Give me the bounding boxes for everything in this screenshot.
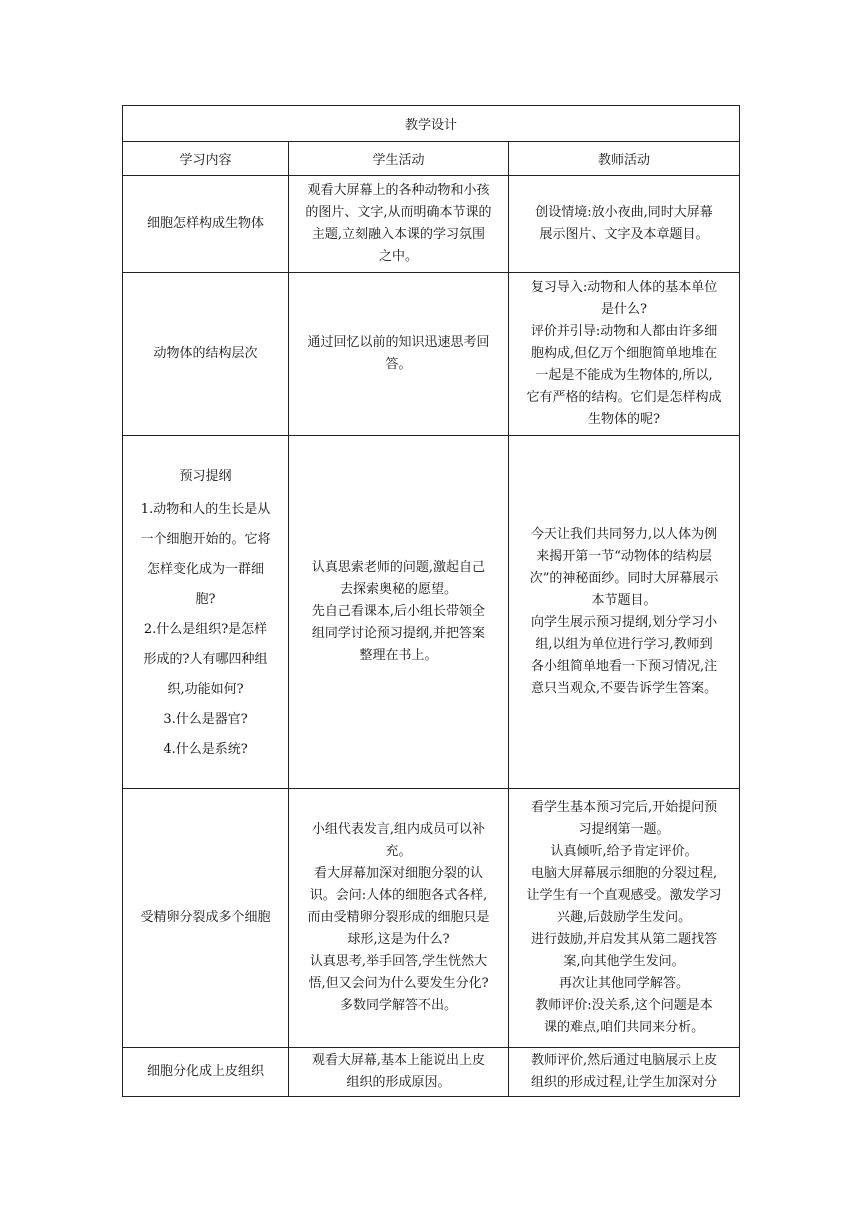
text-line: 兴趣,后鼓励学生发问。 [556,910,692,925]
text-line: 展示图片、文字及本章题目。 [539,227,709,242]
text-line: 认真思索老师的问题,激起自己 [311,560,486,575]
teacher-cell [509,273,740,436]
text-line: 是什么? [601,302,647,317]
teacher-cell [509,789,740,1048]
text-line: 看学生基本预习完后,开始提问预 [530,800,718,815]
student-cell [289,436,509,789]
text-line: 意只当观众,不要告诉学生答案。 [530,681,718,696]
header-content: 学习内容 [123,142,289,176]
text-line: 评价并引导:动物和人都由许多细 [530,324,718,339]
text-line: 小组代表发言,组内成员可以补 [311,822,486,837]
text-line: 整理在书上。 [359,648,438,663]
teacher-cell [509,436,740,789]
text-line: 向学生展示预习提纲,划分学习小 [530,615,718,630]
content-cell [123,789,289,1048]
text-line: 让学生有一个直观感受。激发学习 [526,888,722,903]
content-cell [123,176,289,273]
text-line: 的图片、文字,从而明确本节课的 [305,205,492,220]
teacher-cell [509,176,740,273]
text-line: 教师评价,然后通过电脑展示上皮 [530,1053,718,1068]
text-line: 答。 [385,357,412,372]
student-cell [289,1048,509,1097]
text-line: 次”的神秘面纱。同时大屏幕展示 [529,571,719,586]
student-cell [289,176,509,273]
text-line: 多数同学解答不出。 [339,998,457,1013]
content-cell [123,273,289,436]
text-line: 生物体的呢? [588,412,660,427]
text-line: 识。会问:人体的细胞各式各样, [309,888,488,903]
text-line: 各小组简单地看一下预习情况,注 [530,659,718,674]
text-line: 之中。 [378,249,418,264]
text-line: 织,功能如何? [167,682,244,697]
text-line: 主题,立刻融入本课的学习氛围 [311,227,486,242]
table-caption: 教学设计 [123,106,740,142]
table-row [123,176,740,273]
text-line: 预习提纲 [179,469,232,484]
text-line: 它有严格的结构。它们是怎样构成 [526,390,722,405]
text-line: 形成的?人有哪四种组 [143,652,268,667]
student-cell [289,789,509,1048]
teaching-design-table [122,105,740,1097]
text-line: 胞? [195,592,216,607]
text-line: 2.什么是组织?是怎样 [143,622,268,637]
text-line: 组同学讨论预习提纲,并把答案 [311,626,486,641]
text-line: 组,以组为单位进行学习,教师到 [535,637,713,652]
text-line: 细胞怎样构成生物体 [146,216,264,231]
text-line: 课的难点,咱们共同来分析。 [543,1020,705,1035]
content-cell [123,1048,289,1097]
text-line: 组织的形成过程,让学生加深对分 [530,1075,718,1090]
caption-row [123,106,740,142]
text-line: 组织的形成原因。 [346,1075,451,1090]
text-line: 动物体的结构层次 [153,346,258,361]
text-line: 教师评价:没关系,这个问题是本 [535,998,713,1013]
text-line: 习提纲第一题。 [578,822,670,837]
text-line: 创设情境:放小夜曲,同时大屏幕 [535,205,713,220]
text-line: 1.动物和人的生长是从 [140,502,271,517]
text-line: 今天让我们共同努力,以人体为例 [530,527,718,542]
text-line: 复习导入:动物和人体的基本单位 [530,280,718,295]
text-line: 怎样变化成为一群细 [146,562,264,577]
text-line: 观看大屏幕,基本上能说出上皮 [311,1053,486,1068]
text-line: 本节题目。 [591,593,657,608]
table-row [123,273,740,436]
table-row [123,1048,740,1097]
text-line: 进行鼓励,并启发其从第二题找答 [530,932,718,947]
text-line: 来揭开第一节“动物体的结构层 [536,549,712,564]
text-line: 电脑大屏幕展示细胞的分裂过程, [530,866,718,881]
text-line: 3.什么是器官? [163,712,248,727]
header-row [123,142,740,176]
text-line: 观看大屏幕上的各种动物和小孩 [307,183,490,198]
student-cell [289,273,509,436]
text-line: 去探索奥秘的愿望。 [339,582,457,597]
text-line: 细胞分化成上皮组织 [146,1064,264,1079]
text-line: 球形,这是为什么? [347,932,450,947]
teacher-cell [509,1048,740,1097]
text-line: 胞构成,但亿万个细胞简单地堆在 [530,346,718,361]
text-line: 案,向其他学生发问。 [563,954,685,969]
text-line: 受精卵分裂成多个细胞 [140,910,271,925]
table-row [123,789,740,1048]
header-teacher: 教师活动 [509,142,740,176]
text-line: 而由受精卵分裂形成的细胞只是 [307,910,490,925]
text-line: 认真思考,举手回答,学生恍然大 [309,954,488,969]
content-cell [123,436,289,789]
text-line: 4.什么是系统? [163,742,248,757]
text-line: 通过回忆以前的知识迅速思考回 [307,335,490,350]
header-student: 学生活动 [289,142,509,176]
text-line: 先自己看课本,后小组长带领全 [311,604,486,619]
text-line: 认真倾听,给予肯定评价。 [550,844,698,859]
text-line: 一个细胞开始的。它将 [140,532,271,547]
text-line: 悟,但又会问为什么要发生分化? [308,976,489,991]
text-line: 充。 [385,844,412,859]
text-line: 再次让其他同学解答。 [559,976,690,991]
text-line: 看大屏幕加深对细胞分裂的认 [313,866,483,881]
table-row [123,436,740,789]
text-line: 一起是不能成为生物体的,所以, [535,368,713,383]
